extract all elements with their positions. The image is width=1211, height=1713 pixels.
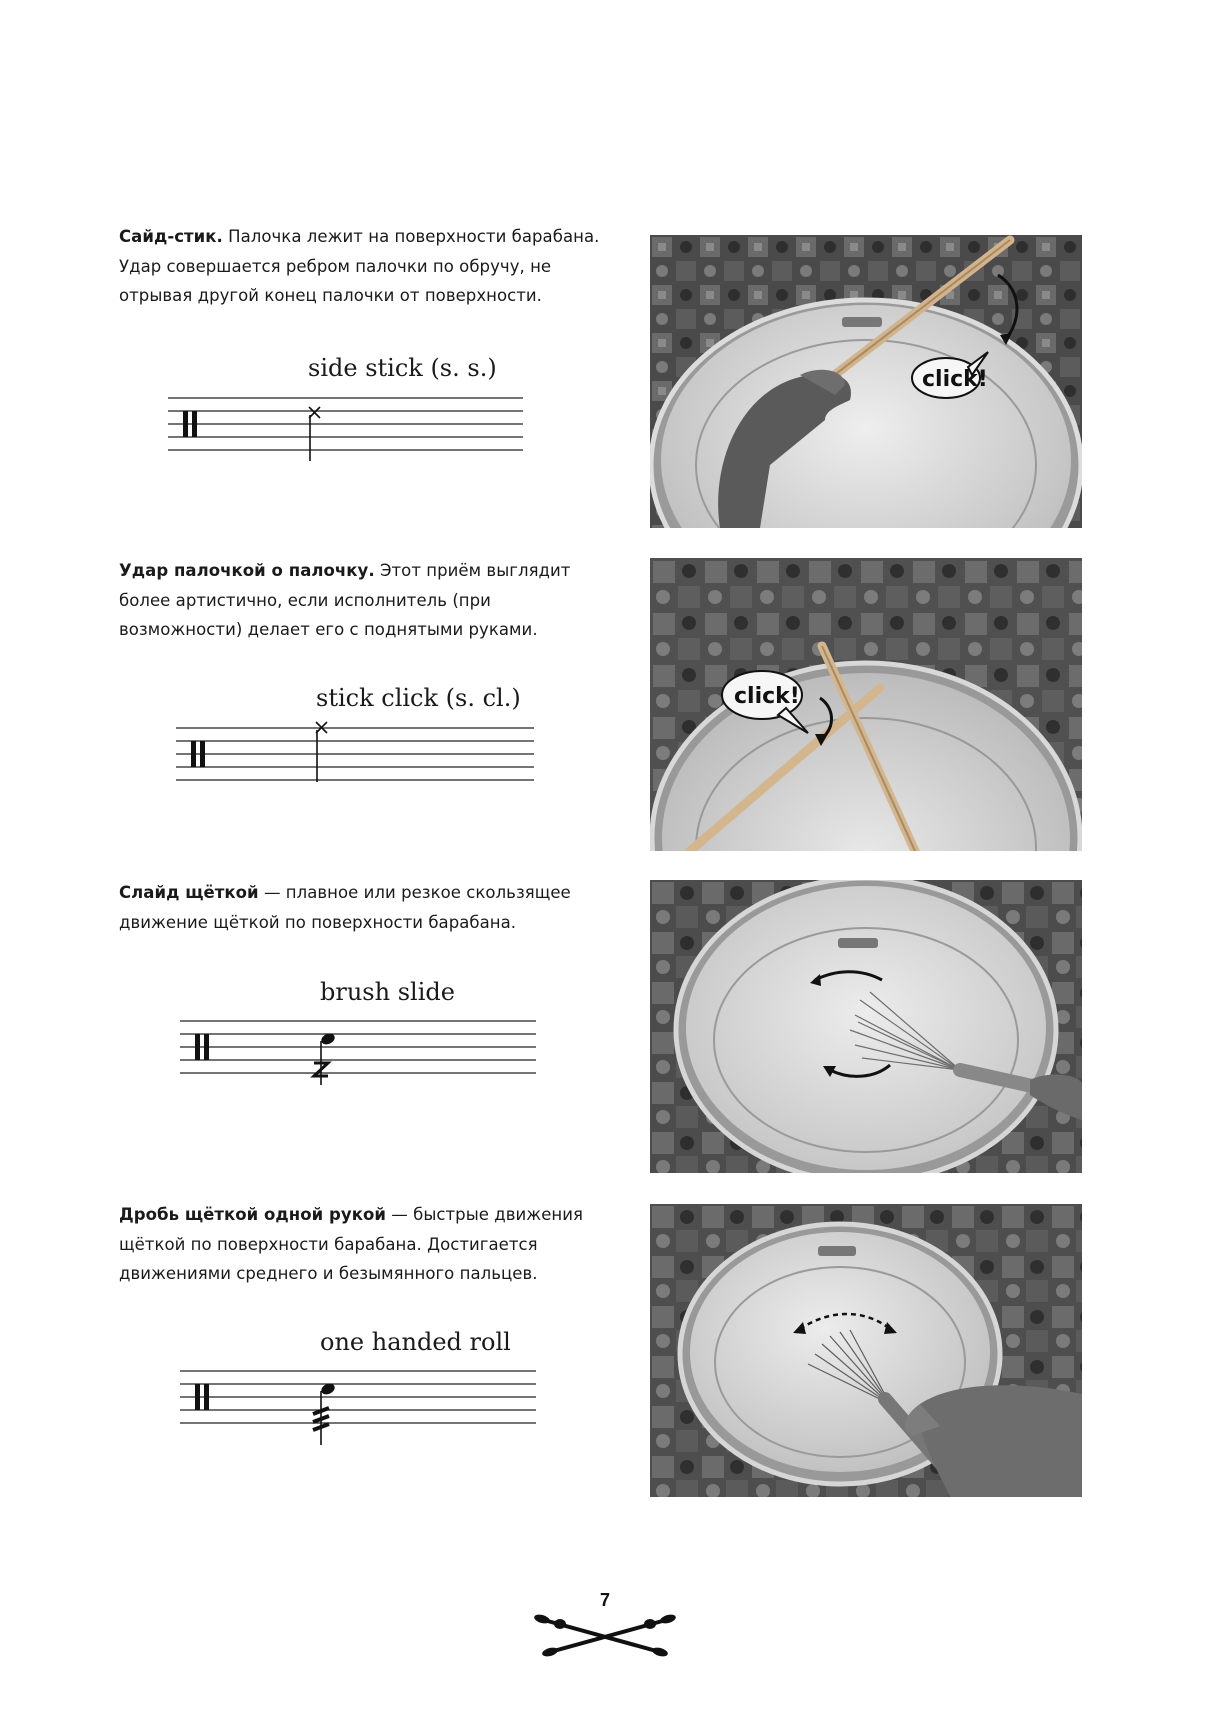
tremolo-icon xyxy=(313,1408,329,1430)
x-notehead-icon xyxy=(316,722,327,782)
x-notehead-icon xyxy=(309,407,320,461)
side-stick-description: Сайд-стик. Палочка лежит на поверхности барабана. Удар совершается ребром палочки по обручу, не отрывая другой конец палочки от поверхности. xyxy=(119,227,600,305)
click-bubble-text: click! xyxy=(734,684,800,709)
one-handed-roll-staff xyxy=(180,1368,540,1448)
one-handed-roll-notation-label: one handed roll xyxy=(320,1328,511,1356)
crossed-drumsticks-icon xyxy=(530,1590,680,1660)
brush-slide-notation-label: brush slide xyxy=(320,978,455,1006)
percussion-clef-icon xyxy=(183,411,188,437)
side-stick-term: Сайд-стик. xyxy=(119,227,223,246)
stick-click-notation-label: stick click (s. cl.) xyxy=(316,684,521,712)
click-bubble-text: click! xyxy=(922,367,988,392)
stick-click-term: Удар палочкой о палочку. xyxy=(119,561,375,580)
page-footer xyxy=(530,1590,680,1660)
brush-slide-photo xyxy=(650,880,1082,1173)
percussion-clef-icon xyxy=(195,1384,200,1410)
brush-slide-staff xyxy=(180,1018,540,1088)
page-number: 7 xyxy=(599,1590,610,1610)
one-handed-roll-photo xyxy=(650,1204,1082,1497)
brush-slide-term: Слайд щёткой xyxy=(119,883,259,902)
one-handed-roll-description: Дробь щёткой одной рукой — быстрые движения щёткой по поверхности барабана. Достигается движениями среднего и безымянного пальцев. xyxy=(119,1205,583,1283)
percussion-clef-icon xyxy=(191,741,196,767)
side-stick-photo xyxy=(650,235,1082,528)
stick-click-description: Удар палочкой о палочку. Этот приём выглядит более артистично, если исполнитель (при возможности) делает его с поднятыми руками. xyxy=(119,561,571,639)
brush-slide-description: Слайд щёткой — плавное или резкое скользящее движение щёткой по поверхности барабана. xyxy=(119,883,571,932)
stick-click-staff xyxy=(176,725,536,785)
percussion-clef-icon xyxy=(195,1034,200,1060)
stick-click-photo xyxy=(650,558,1082,851)
side-stick-notation-label: side stick (s. s.) xyxy=(308,354,497,382)
side-stick-staff xyxy=(168,395,528,465)
one-handed-roll-term: Дробь щёткой одной рукой xyxy=(119,1205,386,1224)
